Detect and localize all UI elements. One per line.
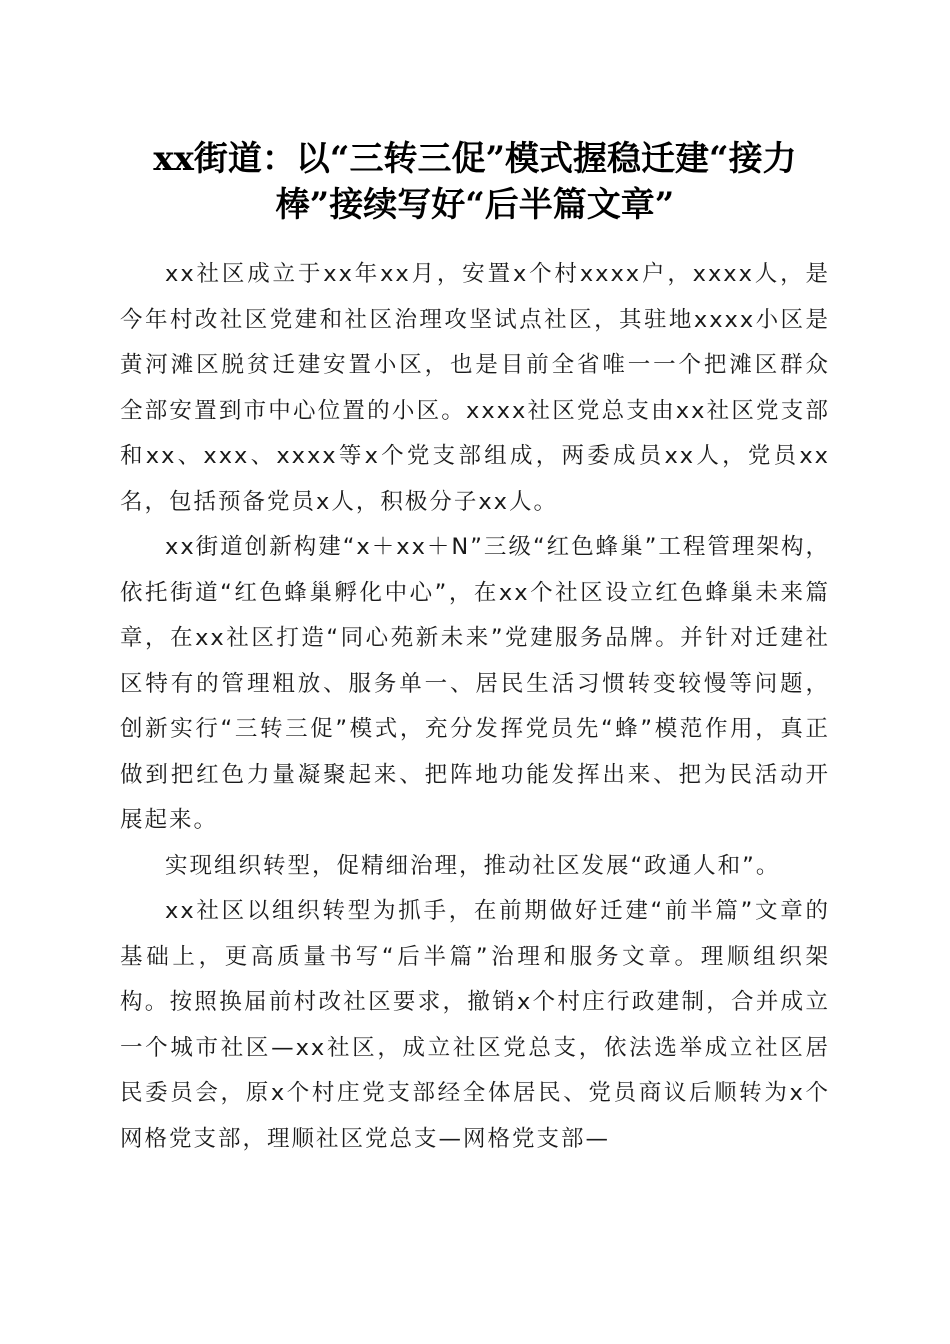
paragraph-community-overview: xx社区成立于xx年xx月，安置x个村xxxx户，xxxx人，是今年村改社区党建和社区治理攻坚试点社区，其驻地xxxx小区是黄河滩区脱贫迁建安置小区，也是目前全省唯一一个把滩区群众全部安置到市中心位置的小区。xxxx社区党总支由xx社区党支部和xx、xxx、xxxx等x个党支部组成，两委成员xx人，党员xx名，包括预备党员x人，积极分子xx人。	[120, 261, 830, 515]
document-title: xx街道：以“三转三促”模式握稳迁建“接力棒”接续写好“后半篇文章”	[153, 139, 797, 225]
paragraph-organization-transition: xx社区以组织转型为抓手，在前期做好迁建“前半篇”文章的基础上，更高质量书写“后半篇”治理和服务文章。理顺组织架构。按照换届前村改社区要求，撤销x个村庄行政建制，合并成立一个城市社区—xx社区，成立社区党总支，依法选举成立社区居民委员会，原x个村庄党支部经全体居民、党员商议后顺转为x个网格党支部，理顺社区党总支—网格党支部—	[120, 898, 830, 1152]
document-body	[120, 252, 830, 1162]
paragraph-section-heading: 实现组织转型，促精细治理，推动社区发展“政通人和”。	[165, 852, 781, 879]
paragraph-red-hive-project: xx街道创新构建“x＋xx＋N”三级“红色蜂巢”工程管理架构，依托街道“红色蜂巢孵化中心”，在xx个社区设立红色蜂巢未来篇章，在xx社区打造“同心苑新未来”党建服务品牌。并针对迁建社区特有的管理粗放、服务单一、居民生活习惯转变较慢等问题，创新实行“三转三促”模式，充分发挥党员先“蜂”模范作用，真正做到把红色力量凝聚起来、把阵地功能发挥出来、把为民活动开展起来。	[120, 534, 830, 833]
